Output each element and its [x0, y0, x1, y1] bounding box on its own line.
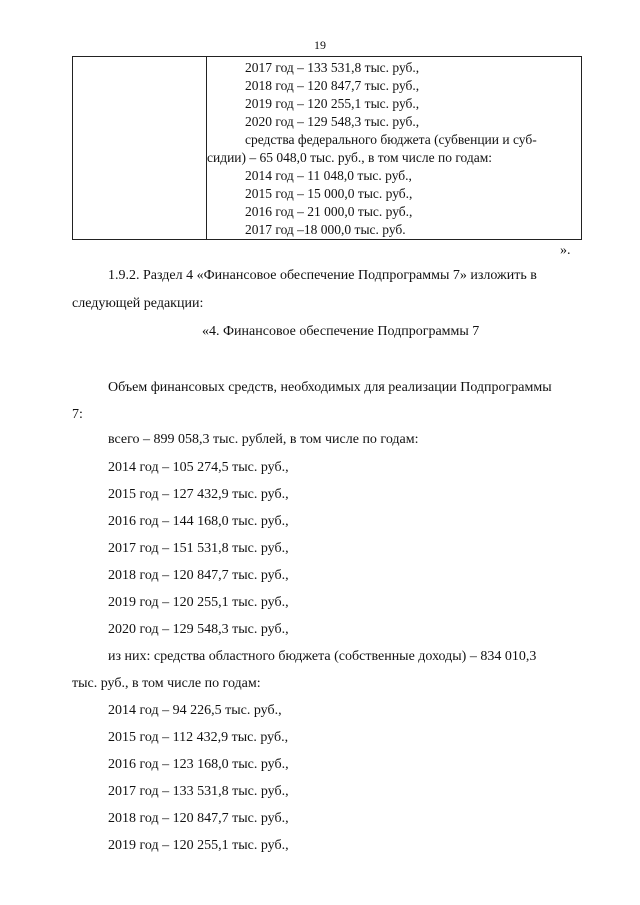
- total-year-line: 2020 год – 129 548,3 тыс. руб.,: [108, 622, 289, 637]
- total-year-line: 2018 год – 120 847,7 тыс. руб.,: [108, 568, 289, 583]
- table-line: 2018 год – 120 847,7 тыс. руб.,: [245, 78, 420, 93]
- total-year-line: 2015 год – 127 432,9 тыс. руб.,: [108, 487, 289, 502]
- volume-text-line: Объем финансовых средств, необходимых для реализации Подпрограммы: [108, 380, 552, 395]
- table-line: 2020 год – 129 548,3 тыс. руб.,: [245, 114, 420, 129]
- regional-year-line: 2019 год – 120 255,1 тыс. руб.,: [108, 838, 289, 853]
- table-content-cell: [207, 59, 577, 239]
- regional-year-line: 2016 год – 123 168,0 тыс. руб.,: [108, 757, 289, 772]
- closing-quote: ».: [560, 243, 571, 258]
- regional-text-line: тыс. руб., в том числе по годам:: [72, 676, 261, 691]
- total-year-line: 2016 год – 144 168,0 тыс. руб.,: [108, 514, 289, 529]
- budget-table: [72, 56, 582, 240]
- table-line: 2019 год – 120 255,1 тыс. руб.,: [245, 96, 420, 111]
- volume-text-line: 7:: [72, 407, 83, 422]
- regional-year-line: 2014 год – 94 226,5 тыс. руб.,: [108, 703, 282, 718]
- total-line: всего – 899 058,3 тыс. рублей, в том числе по годам:: [108, 432, 419, 447]
- total-year-line: 2019 год – 120 255,1 тыс. руб.,: [108, 595, 289, 610]
- total-year-line: 2017 год – 151 531,8 тыс. руб.,: [108, 541, 289, 556]
- section-heading: «4. Финансовое обеспечение Подпрограммы 7: [202, 324, 480, 339]
- table-fed-year: 2015 год – 15 000,0 тыс. руб.,: [245, 186, 413, 201]
- table-fed-year: 2017 год –18 000,0 тыс. руб.: [245, 222, 406, 237]
- total-year-line: 2014 год – 105 274,5 тыс. руб.,: [108, 460, 289, 475]
- regional-year-line: 2018 год – 120 847,7 тыс. руб.,: [108, 811, 289, 826]
- table-federal-line-cont: сидии) – 65 048,0 тыс. руб., в том числе по годам:: [207, 150, 493, 165]
- regional-year-line: 2015 год – 112 432,9 тыс. руб.,: [108, 730, 289, 745]
- regional-year-line: 2017 год – 133 531,8 тыс. руб.,: [108, 784, 289, 799]
- page-number: 19: [314, 38, 326, 52]
- regional-text-line: из них: средства областного бюджета (собственные доходы) – 834 010,3: [108, 649, 537, 664]
- item-text-line: следующей редакции:: [72, 296, 204, 311]
- table-line: 2017 год – 133 531,8 тыс. руб.,: [245, 60, 420, 75]
- table-fed-year: 2016 год – 21 000,0 тыс. руб.,: [245, 204, 413, 219]
- table-federal-line: средства федерального бюджета (субвенции и суб-: [245, 132, 537, 147]
- table-fed-year: 2014 год – 11 048,0 тыс. руб.,: [245, 168, 412, 183]
- item-text-line: 1.9.2. Раздел 4 «Финансовое обеспечение Подпрограммы 7» изложить в: [108, 268, 537, 283]
